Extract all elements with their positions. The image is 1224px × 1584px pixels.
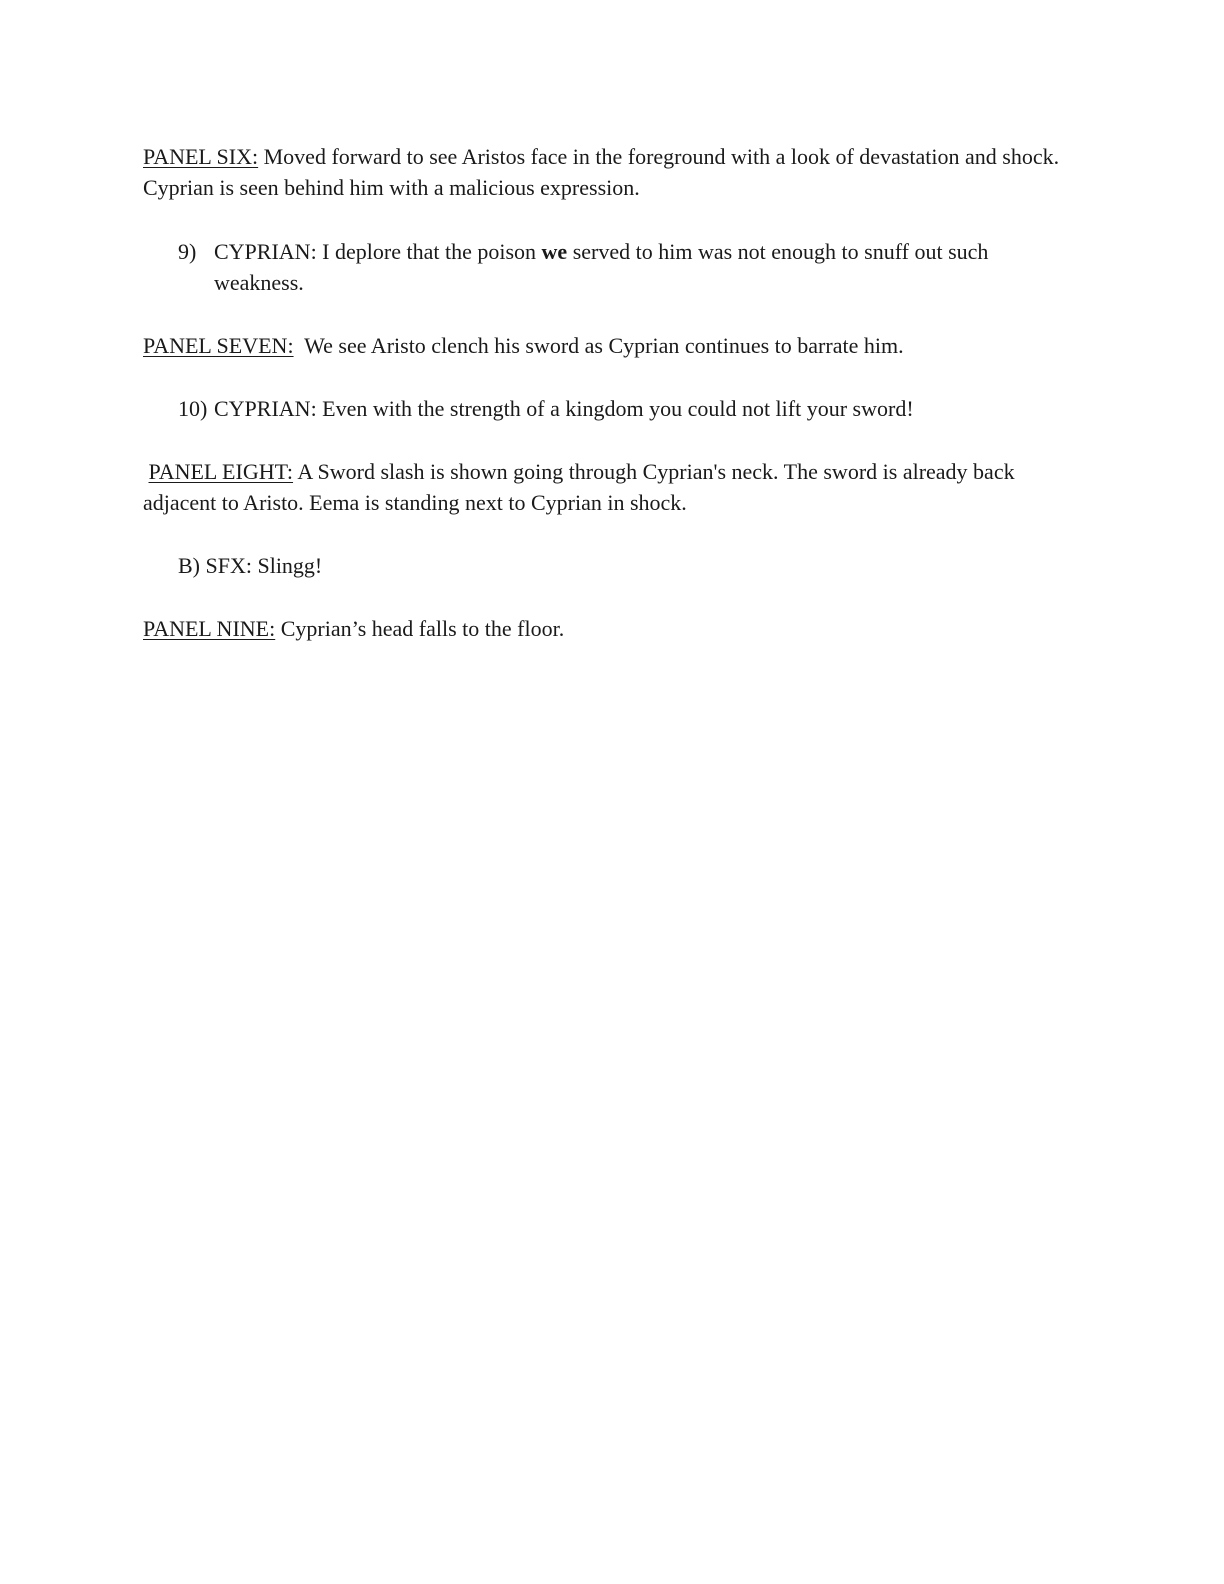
panel-six-paragraph: [143, 141, 1083, 203]
dialogue-9-number: 9): [178, 239, 197, 264]
dialogue-9-text-after: served to him was not enough to snuff out such weakness.: [214, 239, 989, 295]
panel-seven-heading: PANEL SEVEN:: [143, 333, 294, 358]
panel-seven-paragraph: [143, 330, 1083, 361]
dialogue-10-number: 10): [178, 396, 208, 421]
dialogue-9-emphasis: we: [541, 239, 568, 264]
dialogue-9: [178, 236, 1078, 298]
panel-nine-description: Cyprian’s head falls to the floor.: [275, 616, 565, 641]
panel-eight-description: A Sword slash is shown going through Cyprian's neck. The sword is already back adjacent to Aristo. Eema is standing next to Cyprian in shock.: [143, 459, 1015, 515]
dialogue-10: [178, 393, 1078, 424]
panel-seven-description: We see Aristo clench his sword as Cyprian continues to barrate him.: [293, 333, 904, 358]
dialogue-9-text-before: CYPRIAN: I deplore that the poison: [214, 239, 542, 264]
sfx-line: [178, 550, 1078, 581]
panel-eight-paragraph: [143, 456, 1083, 518]
dialogue-10-text: CYPRIAN: Even with the strength of a kingdom you could not lift your sword!: [214, 396, 914, 421]
panel-eight-heading: PANEL EIGHT:: [148, 459, 294, 484]
panel-six-heading: PANEL SIX:: [143, 144, 259, 169]
sfx-text: B) SFX: Slingg!: [178, 553, 323, 578]
panel-six-description: Moved forward to see Aristos face in the foreground with a look of devastation and shock. Cyprian is seen behind him with a malicious expression.: [143, 144, 1060, 200]
panel-nine-paragraph: [143, 613, 1083, 644]
panel-nine-heading: PANEL NINE:: [143, 616, 276, 641]
dialogue-9-text: [214, 236, 1078, 298]
